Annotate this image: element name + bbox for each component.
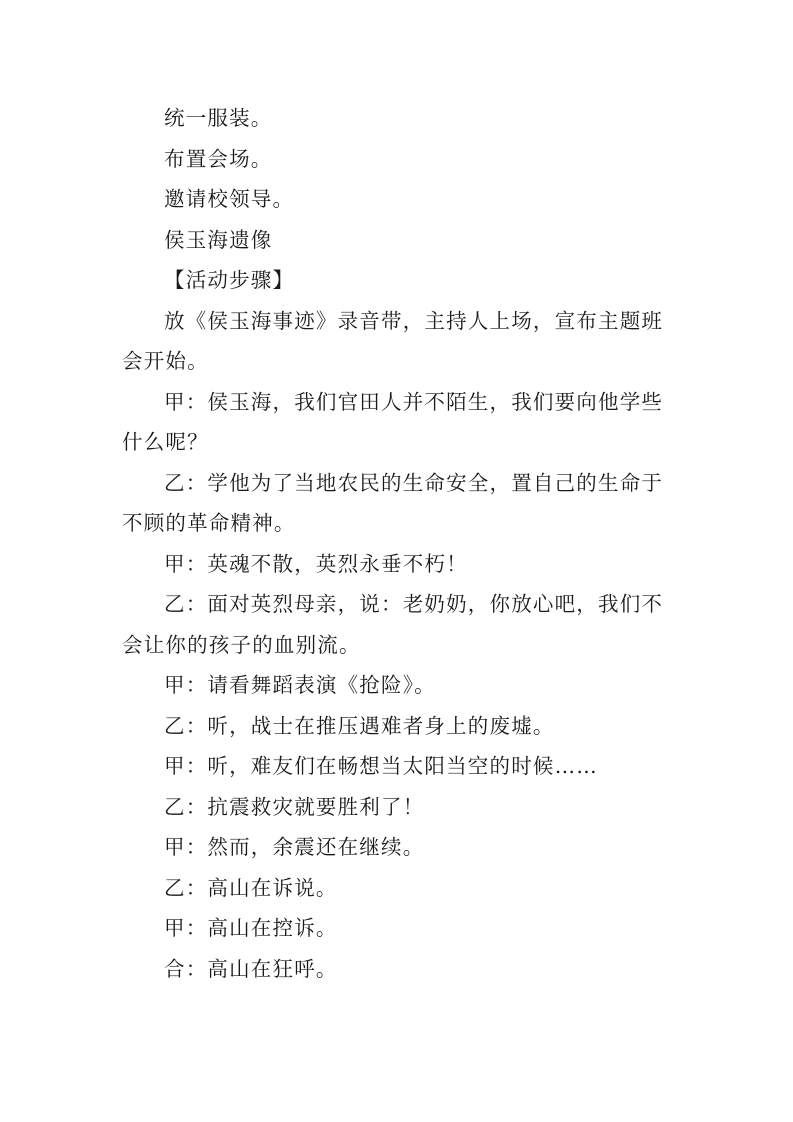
document-body (122, 98, 674, 989)
dialogue-line: 甲：然而，余震还在继续。 (164, 835, 425, 859)
paragraph-opening: 放《侯玉海事迹》录音带，主持人上场，宣布主题班会开始。 (122, 308, 664, 373)
dialogue-line: 甲：高山在控诉。 (164, 916, 338, 940)
dialogue-line: 甲：请看舞蹈表演《抢险》。 (164, 673, 436, 697)
dialogue-line: 乙：学他为了当地农民的生命安全，置自己的生命于不顾的革命精神。 (122, 470, 664, 535)
dialogue-line: 乙：高山在诉说。 (164, 875, 338, 900)
dialogue-line: 合：高山在狂呼。 (164, 956, 338, 981)
dialogue-line: 甲：英魂不散，英烈永垂不朽！ (164, 551, 468, 576)
dialogue-line: 乙：面对英烈母亲，说：老奶奶，你放心吧，我们不会让你的孩子的血别流。 (122, 592, 664, 657)
paragraph-portrait: 侯玉海遗像 (164, 227, 273, 252)
paragraph-venue: 布置会场。 (164, 146, 273, 171)
dialogue-line: 乙：听，战士在推压遇难者身上的废墟。 (164, 713, 555, 738)
dialogue-line: 甲：听，难友们在畅想当太阳当空的时候…… (164, 754, 598, 778)
dialogue-line: 甲：侯玉海，我们官田人并不陌生，我们要向他学些什么呢？ (122, 389, 664, 454)
paragraph-invite: 邀请校领导。 (164, 187, 295, 211)
section-heading-steps: 【活动步骤】 (164, 268, 295, 292)
paragraph-uniform: 统一服装。 (164, 106, 273, 130)
dialogue-line: 乙：抗震救灾就要胜利了！ (164, 794, 425, 819)
